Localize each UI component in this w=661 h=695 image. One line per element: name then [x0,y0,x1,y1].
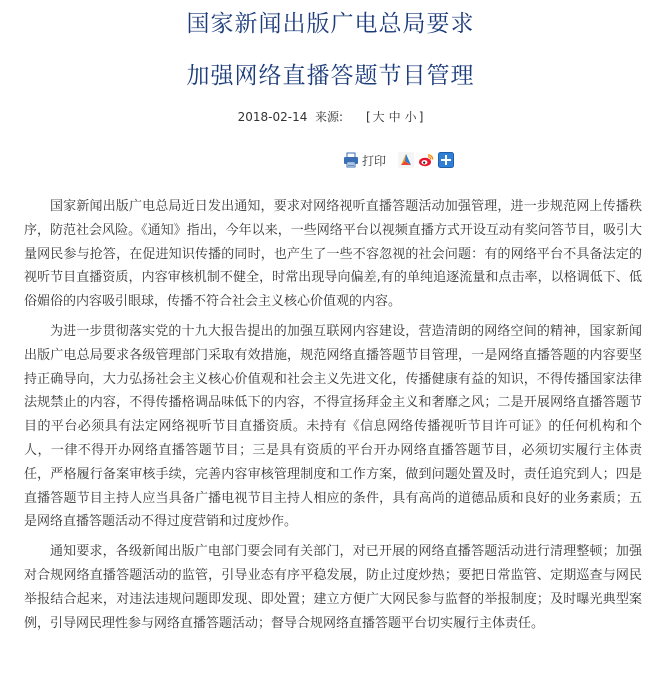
article-body [24,195,642,641]
printer-icon[interactable] [343,152,359,168]
article-paragraph-1: 国家新闻出版广电总局近日发出通知，要求对网络视听直播答题活动加强管理，进一步规范网上传播秩序，防范社会风险。《通知》指出，今年以来，一些网络平台以视频直播方式开设互动有奖问答节目，吸引大量网民参与抢答，在促进知识传播的同时，也产生了一些不容忽视的社会问题：有的网络平台不具备法定的视听节目直播资质，内容审核机制不健全，时常出现导向偏差,有的单纯追逐流量和点击率，以格调低下、低俗媚俗的内容吸引眼球，传播不符合社会主义核心价值观的内容。 [24,199,642,310]
share-plus-icon[interactable] [438,152,454,168]
font-size-small-link[interactable]: 小 [404,110,417,124]
font-size-bracket-close: ] [418,110,424,124]
article-title-line-2: 加强网络直播答题节目管理 [186,63,475,89]
font-size-bracket-open: [ [365,110,371,124]
font-size-large-link[interactable]: 大 [372,110,385,124]
source-label: 来源: [315,110,344,124]
article-paragraph-2: 为进一步贯彻落实党的十九大报告提出的加强互联网内容建设，营造清朗的网络空间的精神，国家新闻出版广电总局要求各级管理部门采取有效措施，规范网络直播答题节目管理，一是网络直播答题的内容要坚持正确导向，大力弘扬社会主义核心价值观和社会主义先进文化，传播健康有益的知识，不得传播国家法律法规禁止的内容，不得传播格调品味低下的内容，不得宣扬拜金主义和奢靡之风；二是开展网络直播答题节目的平台必须具有法定网络视听节目直播资质。未持有《信息网络传播视听节目许可证》的任何机构和个人，一律不得开办网络直播答题节目；三是具有资质的平台开办网络直播答题节目，必须切实履行主体责任，严格履行备案审核手续，完善内容审核管理制度和工作方案，做到问题处置及时，责任追究到人；四是直播答题节目主持人应当具备广播电视节目主持人相应的条件，具有高尚的道德品质和良好的业务素质；五是网络直播答题活动不得过度营销和过度炒作。 [24,323,642,530]
print-link[interactable]: 打印 [362,153,387,168]
font-size-medium-link[interactable]: 中 [388,110,401,124]
article-toolbar [343,150,458,170]
article-meta [0,108,661,125]
article-paragraph-3: 通知要求，各级新闻出版广电部门要会同有关部门，对已开展的网络直播答题活动进行清理整顿；加强对合规网络直播答题活动的监管，引导业态有序平稳发展，防止过度炒热；要把日常监管、定期巡查与网民举报结合起来，对违法违规问题即发现、即处置；建立方便广大网民参与监督的举报制度；及时曝光典型案例，引导网民理性参与网络直播答题活动；督导合规网络直播答题平台切实履行主体责任。 [24,544,642,631]
qzone-icon[interactable] [398,152,414,168]
weibo-icon[interactable] [418,152,434,168]
font-size-switcher [366,110,423,124]
article-title-line-1: 国家新闻出版广电总局要求 [186,11,475,37]
publish-date: 2018-02-14 [237,110,308,124]
